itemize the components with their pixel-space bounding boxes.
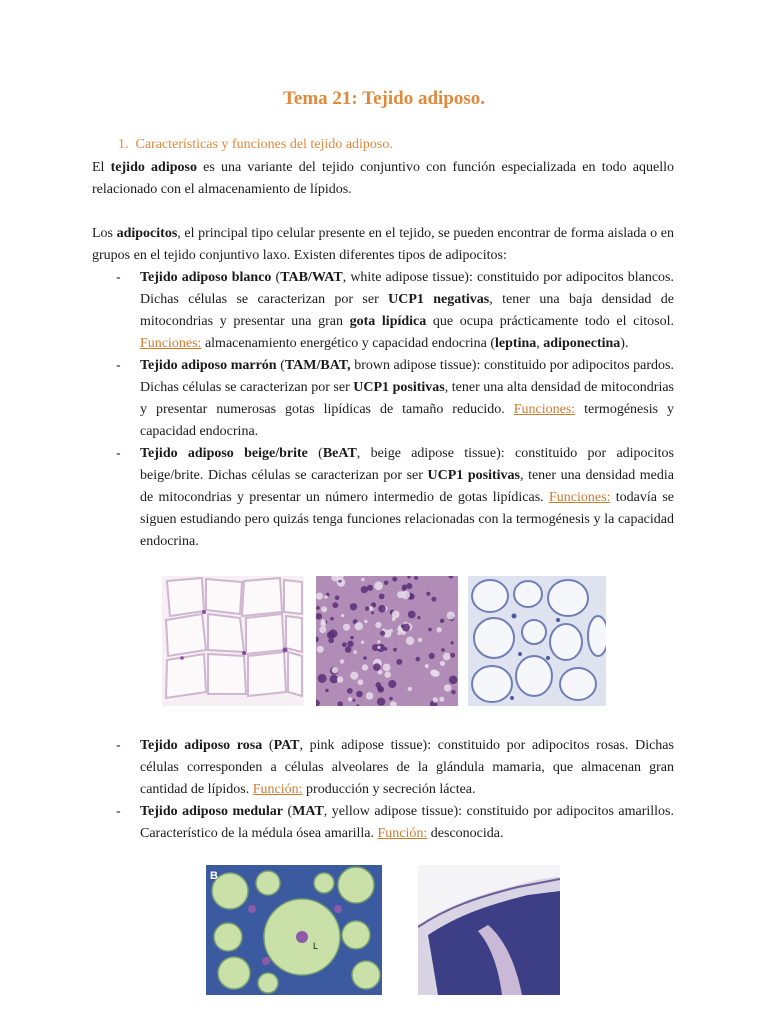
funciones-link[interactable]: Funciones: — [549, 490, 611, 505]
histology-image-brown-adipose — [316, 576, 458, 706]
adipose-types-list — [92, 267, 674, 553]
list-item-pat: - Tejido adiposo rosa (PAT, pink adipose tissue): constituido por adipocitos rosas. Dichas células corresponden a células alveolares de la glándula mamaria, que almacenan gran cantidad de lípidos. Función: producción y secreción láctea. — [116, 738, 674, 797]
panel-label-l: L — [313, 941, 319, 951]
list-item-wat: - Tejido adiposo blanco (TAB/WAT, white adipose tissue): constituido por adipocitos blancos. Dichas células se caracterizan por ser UCP1 negativas, tener una baja densidad de mitocondrias y presentar una gran gota lipídica que ocupa prácticamente todo el citosol. Funciones: almacenamiento energético y capacidad endocrina (leptina, adiponectina). — [116, 270, 674, 351]
adipocitos-paragraph: Los adipocitos, el principal tipo celular presente en el tejido, se pueden encontrar de forma aislada o en grupos en el tejido conjuntivo laxo. Existen diferentes tipos de adipocitos: — [92, 226, 674, 263]
white-adipose-cells-graphic — [162, 576, 304, 706]
adipose-types-list-2 — [92, 735, 674, 845]
term-tejido-adiposo: tejido adiposo — [110, 160, 197, 175]
list-item-mat: - Tejido adiposo medular (MAT, yellow adipose tissue): constituido por adipocitos amarillos. Característico de la médula ósea amarilla. Función: desconocida. — [116, 804, 674, 841]
medular-adipose-graphic — [418, 865, 560, 995]
intro-paragraph: El tejido adiposo es una variante del tejido conjuntivo con función especializada en todo aquello relacionado con el almacenamiento de lípidos. — [92, 160, 675, 197]
funciones-link[interactable]: Funciones: — [513, 402, 576, 417]
page-title: Tema 21: Tejido adiposo. — [282, 88, 485, 109]
term-adipocitos: adipocitos — [116, 226, 178, 241]
section-heading — [118, 137, 393, 153]
funciones-link[interactable]: Funciones: — [140, 336, 202, 351]
beige-adipose-cells-graphic — [468, 576, 606, 706]
pink-adipose-cells-graphic — [206, 865, 382, 995]
funcion-link[interactable]: Función: — [252, 782, 303, 797]
histology-image-pink-adipose — [206, 865, 382, 995]
section-label: Características y funciones del tejido adiposo. — [135, 137, 393, 152]
panel-letter: B — [210, 870, 218, 882]
list-item-beat: - Tejido adiposo beige/brite (BeAT, beige adipose tissue): constituido por adipocitos beige/brite. Dichas células se caracterizan por ser UCP1 positivas, tener una densidad media de mitocondrias y presentar un número intermedio de gotas lipídicas. Funciones: todavía se siguen estudiando pero quizás tenga funciones relacionadas con la termogénesis y la capacidad endocrina. — [116, 446, 675, 549]
brown-adipose-cells-graphic — [316, 576, 458, 706]
funcion-link[interactable]: Función: — [377, 826, 428, 841]
section-number: 1. — [118, 137, 129, 152]
histology-image-beige-adipose — [468, 576, 606, 706]
histology-image-white-adipose — [162, 576, 304, 706]
list-item-bat: - Tejido adiposo marrón (TAM/BAT, brown adipose tissue): constituido por adipocitos pardos. Dichas células se caracterizan por ser UCP1 positivas, tener una alta densidad de mitocondrias y presentar numerosas gotas lipídicas de tamaño reducido. Funciones: termogénesis y capacidad endocrina. — [116, 358, 675, 439]
histology-image-medular-adipose — [418, 865, 560, 995]
